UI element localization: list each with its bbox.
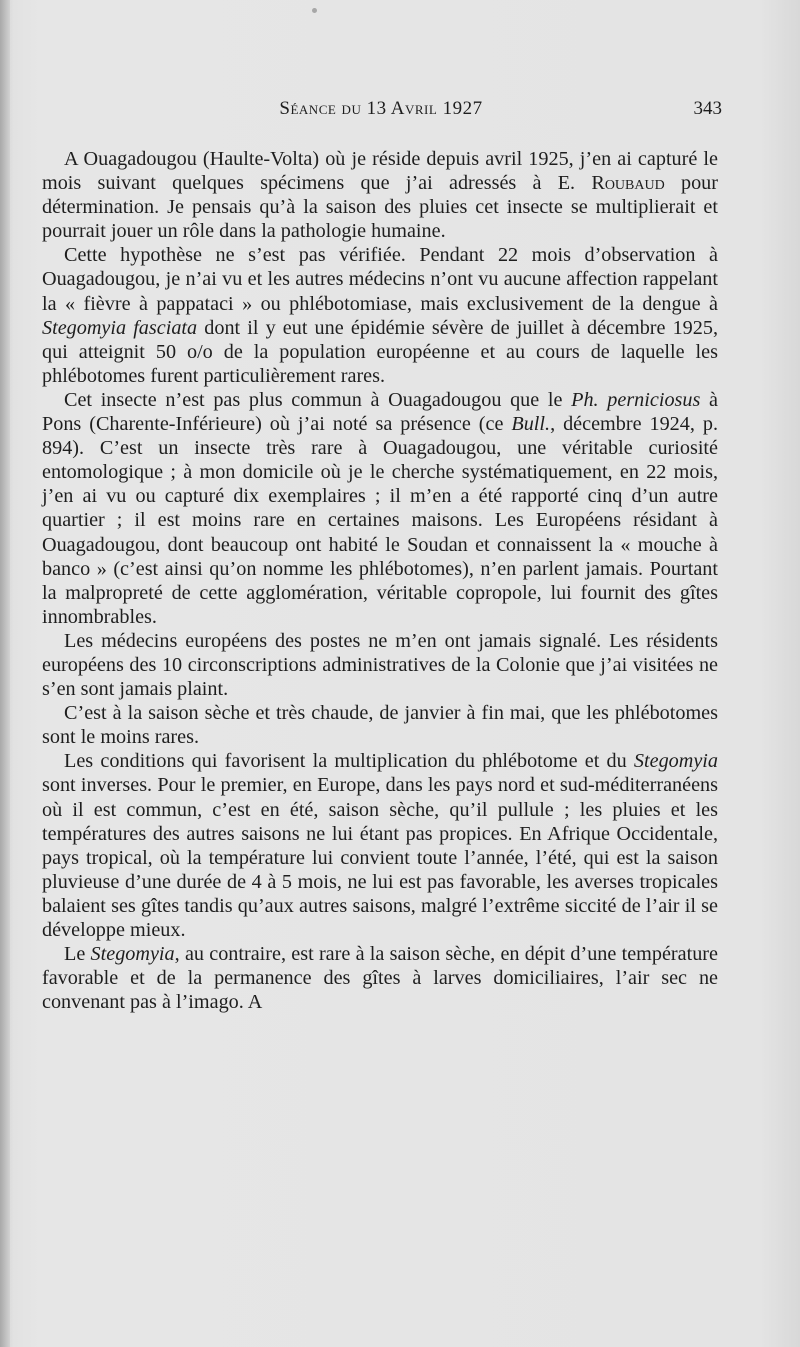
text-run: Cet insecte n’est pas plus commun à Ouagadougou que le <box>64 388 572 411</box>
text-run: , au contraire, est rare à la saison sèche, en dépit d’une température favorable et de la permanence des gîtes à larves domiciliaires, l’air sec ne convenant pas à l’imago. A <box>42 943 718 1014</box>
italic-term: Bull. <box>511 413 551 436</box>
paragraph <box>42 749 718 942</box>
text-run: , décembre 1924, p. 894). C’est un insecte très rare à Ouagadougou, une véritable curiosité entomologique ; à mon domicile où je le cherche systématiquement, en 22 mois, j’en ai vu ou capturé dix exemplaires ; il m’en a été rapporté cinq d’un autre quartier ; il est moins rare en certaines maisons. Les Européens résidant à Ouagadougou, dont beaucoup ont habité le Soudan et connaissent la « mouche à banco » (c’est ainsi qu’on nomme les phlébotomes), n’en parlent jamais. Pourtant la malpropreté de cette agglomération, véritable copropole, lui fournit des gîtes innombrables. <box>42 413 718 628</box>
running-head <box>40 98 722 128</box>
italic-term: Stegomyia <box>633 750 718 773</box>
paragraph <box>42 243 718 388</box>
paragraph <box>42 942 718 1014</box>
paragraph <box>42 629 718 701</box>
text-run: pour détermination. Je pensais qu’à la saison des pluies cet insecte se multiplierait et pourrait jouer un rôle dans la pathologie humaine. <box>42 172 718 243</box>
text-run: dont il y eut une épidémie sévère de juillet à décembre 1925, qui atteignit 50 o/o de la population européenne et au cours de laquelle les phlébotomes furent particulièrement rares. <box>42 316 719 387</box>
italic-term: Stegomyia fasciata <box>42 316 198 339</box>
text-run: Les conditions qui favorisent la multiplication du phlébotome et du <box>64 750 634 773</box>
text-run: A Ouagadougou (Haulte-Volta) où je réside depuis avril 1925, j’en ai capturé le mois suivant quelques spécimens que j’ai adressés à E. <box>42 148 718 195</box>
text-run: C’est à la saison sèche et très chaude, de janvier à fin mai, que les phlébotomes sont le moins rares. <box>42 702 718 749</box>
text-run: à Pons (Charente-Inférieure) où j’ai noté sa présence (ce <box>42 388 718 436</box>
page-number: 343 <box>693 98 722 119</box>
body-text <box>42 147 718 1014</box>
italic-term: Stegomyia <box>90 943 175 966</box>
paragraph <box>42 701 718 749</box>
text-run: Le <box>64 943 91 966</box>
text-run: Cette hypothèse ne s’est pas vérifiée. Pendant 22 mois d’observation à Ouagadougou, je n’ai vu et les autres médecins n’ont vu aucune affection rappelant la « fièvre à pappataci » ou phlébotomiase, mais exclusivement de la dengue à <box>42 244 718 315</box>
running-title: Séance du 13 Avril 1927 <box>279 98 483 119</box>
italic-term: Ph. perniciosus <box>571 388 701 411</box>
paragraph <box>42 388 718 629</box>
binding-gutter <box>0 0 10 1347</box>
text-run: sont inverses. Pour le premier, en Europe, dans les pays nord et sud-méditerranéens où il est commun, c’est en été, saison sèche, qu’il pullule ; les pluies et les températures des autres saisons ne lui étant pas propices. En Afrique Occidentale, pays tropical, où la température lui convient toute l’année, l’été, qui est la saison pluvieuse d’une durée de 4 à 5 mois, ne lui est pas favorable, les averses tropicales balaient ses gîtes tandis qu’aux autres saisons, malgré l’extrême siccité de l’air il se développe mieux. <box>42 774 718 941</box>
author-name: Roubaud <box>591 172 665 195</box>
text-run: Les médecins européens des postes ne m’en ont jamais signalé. Les résidents européens des 10 circonscriptions administratives de la Colonie que j’ai visitées ne s’en sont jamais plaint. <box>42 629 718 701</box>
paragraph <box>42 147 718 243</box>
ink-speck <box>312 8 317 13</box>
